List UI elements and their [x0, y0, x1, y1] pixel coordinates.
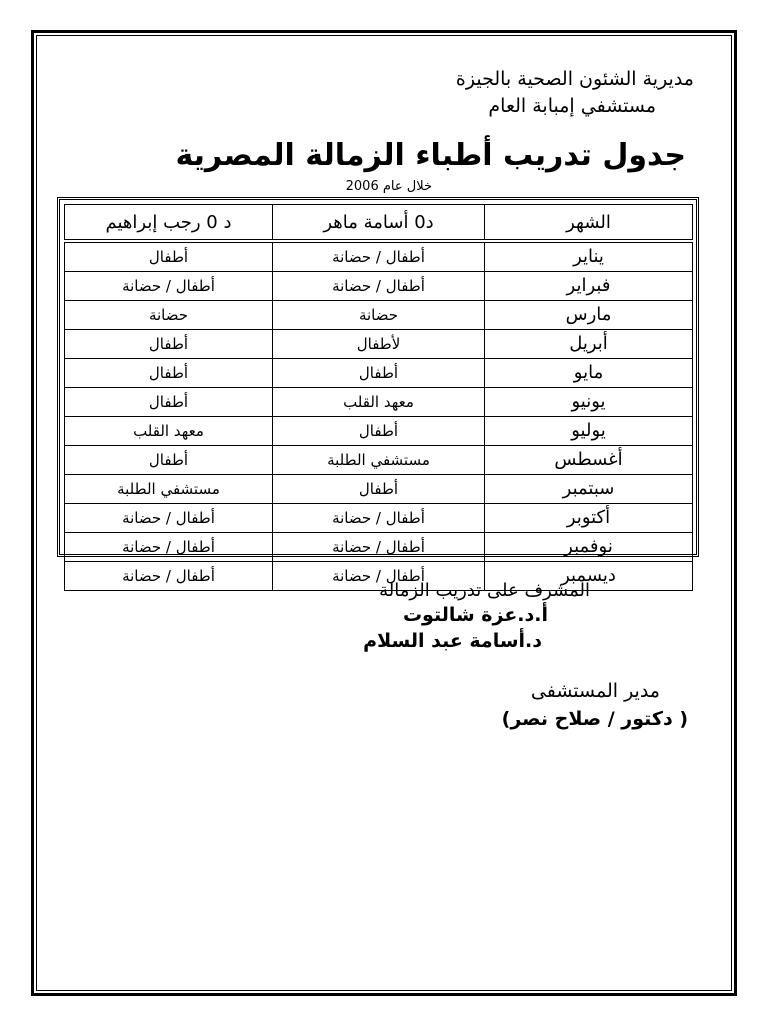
ragab-assignment-cell: أطفال: [65, 359, 273, 388]
manager-name: ( دكتور / صلاح نصر): [501, 708, 688, 730]
osama-assignment-cell: أطفال: [273, 475, 485, 504]
month-cell: سبتمبر: [485, 475, 693, 504]
table-row: [65, 330, 693, 359]
osama-assignment-cell: أطفال / حضانة: [273, 504, 485, 533]
supervisor-name-2: د.أسامة عبد السلام: [363, 630, 542, 652]
hospital-line: مستشفي إمبابة العام: [488, 95, 656, 117]
ragab-assignment-cell: أطفال / حضانة: [65, 272, 273, 301]
osama-assignment-cell: لأطفال: [273, 330, 485, 359]
directorate-line: مديرية الشئون الصحية بالجيزة: [455, 68, 694, 90]
ragab-assignment-cell: حضانة: [65, 301, 273, 330]
table-header-row: [65, 205, 693, 242]
header-doctor-ragab: د 0 رجب إبراهيم: [65, 205, 273, 242]
ragab-assignment-cell: مستشفي الطلبة: [65, 475, 273, 504]
period-subtitle: خلال عام 2006: [345, 179, 432, 194]
ragab-assignment-cell: أطفال / حضانة: [65, 533, 273, 562]
ragab-assignment-cell: أطفال: [65, 388, 273, 417]
osama-assignment-cell: أطفال / حضانة: [273, 272, 485, 301]
ragab-assignment-cell: أطفال: [65, 330, 273, 359]
month-cell: يناير: [485, 241, 693, 272]
table-row: [65, 446, 693, 475]
month-cell: يونيو: [485, 388, 693, 417]
table-row: [65, 533, 693, 562]
osama-assignment-cell: أطفال: [273, 417, 485, 446]
schedule-table: [64, 204, 693, 591]
supervisor-name-1: أ.د.عزة شالتوت: [402, 604, 548, 626]
table-row: [65, 504, 693, 533]
osama-assignment-cell: أطفال / حضانة: [273, 562, 485, 591]
osama-assignment-cell: معهد القلب: [273, 388, 485, 417]
month-cell: يوليو: [485, 417, 693, 446]
osama-assignment-cell: أطفال: [273, 359, 485, 388]
table-row: [65, 388, 693, 417]
supervisor-label: المشرف على تدريب الزمالة: [379, 580, 590, 601]
month-cell: أغسطس: [485, 446, 693, 475]
ragab-assignment-cell: معهد القلب: [65, 417, 273, 446]
schedule-table-frame: [57, 197, 699, 586]
osama-assignment-cell: حضانة: [273, 301, 485, 330]
ragab-assignment-cell: أطفال: [65, 241, 273, 272]
table-row: [65, 359, 693, 388]
table-row: [65, 475, 693, 504]
ragab-assignment-cell: أطفال / حضانة: [65, 562, 273, 591]
month-cell: أكتوبر: [485, 504, 693, 533]
ragab-assignment-cell: أطفال / حضانة: [65, 504, 273, 533]
table-row: [65, 241, 693, 272]
month-cell: فبراير: [485, 272, 693, 301]
osama-assignment-cell: أطفال / حضانة: [273, 533, 485, 562]
month-cell: نوفمبر: [485, 533, 693, 562]
osama-assignment-cell: أطفال / حضانة: [273, 241, 485, 272]
month-cell: أبريل: [485, 330, 693, 359]
month-cell: مارس: [485, 301, 693, 330]
ragab-assignment-cell: أطفال: [65, 446, 273, 475]
month-cell: مايو: [485, 359, 693, 388]
header-month: الشهر: [485, 205, 693, 242]
table-row: [65, 301, 693, 330]
table-row: [65, 272, 693, 301]
month-cell: ديسمبر: [485, 562, 693, 591]
document-title: جدول تدريب أطباء الزمالة المصرية: [175, 138, 686, 173]
table-row: [65, 417, 693, 446]
manager-label: مدير المستشفى: [530, 680, 660, 702]
osama-assignment-cell: مستشفي الطلبة: [273, 446, 485, 475]
header-doctor-osama: د0 أسامة ماهر: [273, 205, 485, 242]
